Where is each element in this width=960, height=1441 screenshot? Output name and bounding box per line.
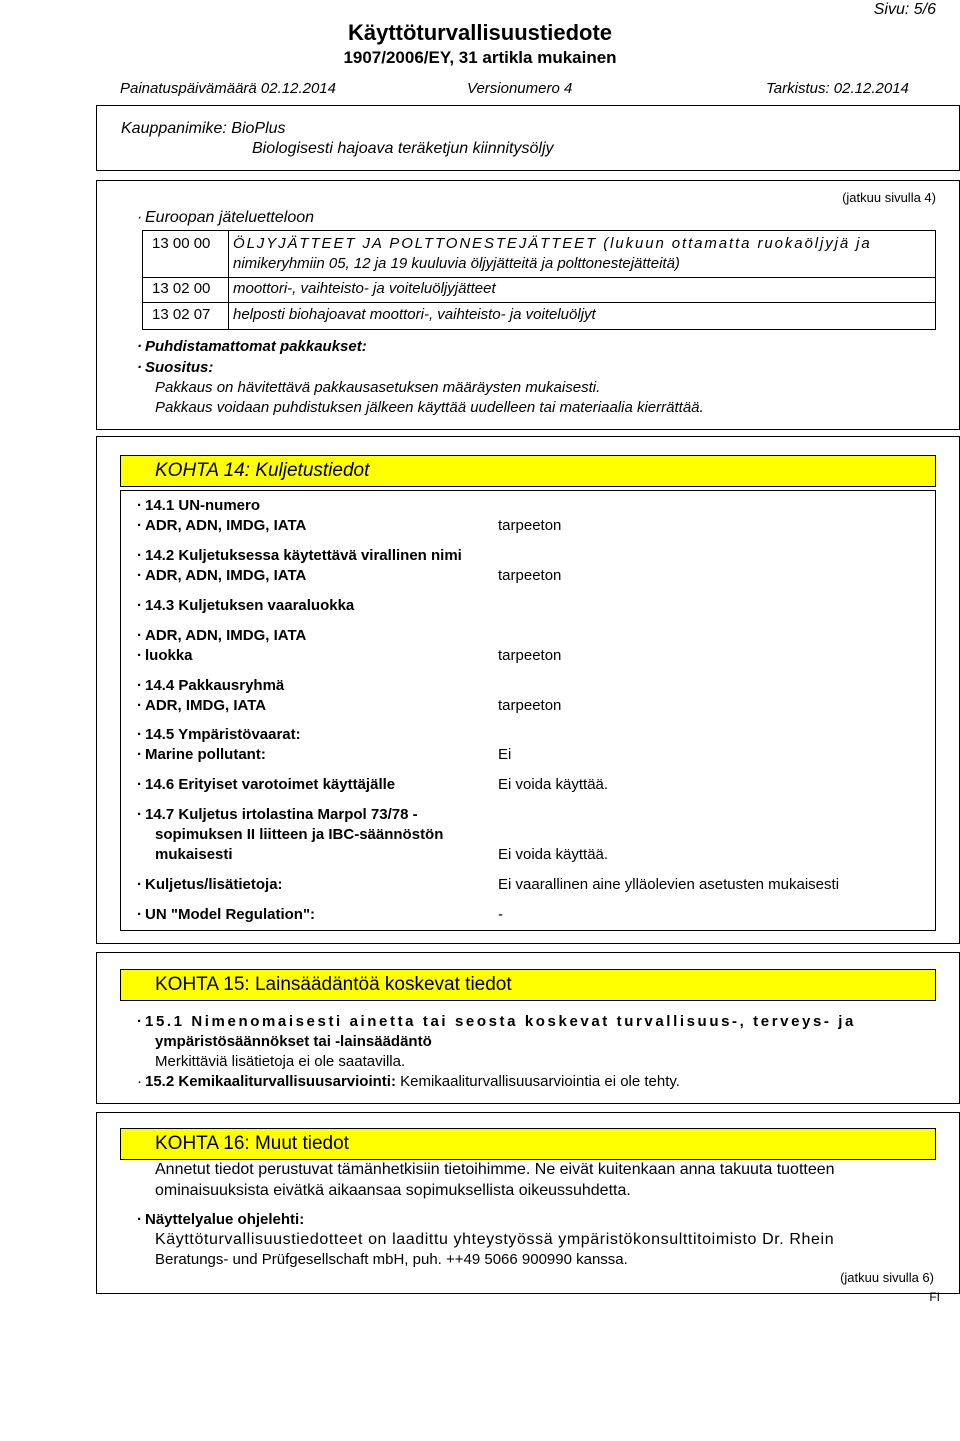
exhibit-text: Käyttöturvallisuustiedotteet on laadittu yhteystyössä ympäristökonsulttitoimisto Dr. Rhein [155, 1231, 835, 1248]
model-regulation-label: · UN "Model Regulation": [137, 906, 316, 923]
packing-group-label: · 14.4 Pakkausryhmä [137, 677, 285, 694]
model-regulation-value: - [498, 906, 503, 923]
section-14-title: KOHTA 14: Kuljetustiedot [155, 460, 370, 481]
document-title: Käyttöturvallisuustiedote [347, 20, 613, 45]
un-number-label: · 14.1 UN-numero [137, 497, 261, 514]
packing-group-regs: · ADR, IMDG, IATA [137, 697, 267, 714]
bulk-transport-label-line3: mukaisesti [155, 846, 233, 863]
waste-code: 13 00 00 [152, 235, 211, 252]
waste-code: 13 02 00 [152, 280, 211, 297]
shipping-name-regs: · ADR, ADN, IMDG, IATA [137, 567, 307, 584]
packaging-text: Pakkaus voidaan puhdistuksen jälkeen käyttää uudelleen tai materiaalia kierrättää. [155, 399, 704, 416]
environmental-hazards-label: · 14.5 Ympäristövaarat: [137, 726, 301, 743]
waste-desc: nimikeryhmiin 05, 12 ja 19 kuuluvia öljyjätteitä ja polttonestejätteitä) [233, 255, 680, 272]
specific-regulations-text: Merkittäviä lisätietoja ei ole saatavilla. [155, 1053, 406, 1070]
uncleaned-packaging-label: · Puhdistamattomat pakkaukset: [137, 338, 367, 355]
hazard-class-class: · luokka [137, 647, 193, 664]
trade-name-description: Biologisesti hajoava teräketjun kiinnitysöljy [252, 140, 554, 157]
bulk-transport-value: Ei voida käyttää. [498, 846, 609, 863]
bulk-transport-label-line2: sopimuksen II liitteen ja IBC-säännöstön [155, 826, 444, 843]
continued-to: (jatkuu sivulla 6) [840, 1270, 934, 1285]
section-16-title: KOHTA 16: Muut tiedot [155, 1133, 349, 1154]
hazard-class-label: · 14.3 Kuljetuksen vaaraluokka [137, 597, 355, 614]
exhibit-label: · Näyttelyalue ohjelehti: [137, 1211, 305, 1228]
waste-list-heading: · Euroopan jäteluetteloon [137, 209, 315, 226]
shipping-name-label: · 14.2 Kuljetuksessa käytettävä virallinen nimi [137, 547, 462, 564]
continued-from: (jatkuu sivulla 4) [842, 190, 936, 205]
bulk-transport-label: · 14.7 Kuljetus irtolastina Marpol 73/78 - [137, 806, 418, 823]
marine-pollutant-label: · Marine pollutant: [137, 746, 266, 763]
hazard-class-value: tarpeeton [498, 647, 562, 664]
specific-regulations-label-line2: ympäristösäännökset tai -lainsäädäntö [155, 1033, 432, 1050]
document-subtitle: 1907/2006/EY, 31 artikla mukainen [343, 48, 617, 67]
hazard-class-regs: · ADR, ADN, IMDG, IATA [137, 627, 307, 644]
shipping-name-value: tarpeeton [498, 567, 562, 584]
section-15-banner [120, 969, 936, 1001]
other-info-text: Annetut tiedot perustuvat tämänhetkisiin tietoihimme. Ne eivät kuitenkaan anna takuuta tuotteen [155, 1161, 835, 1178]
trade-name: Kauppanimike: BioPlus [121, 120, 286, 137]
un-number-regs: · ADR, ADN, IMDG, IATA [137, 517, 307, 534]
revision-date: Tarkistus: 02.12.2014 [766, 80, 909, 97]
un-number-value: tarpeeton [498, 517, 562, 534]
packaging-text: Pakkaus on hävitettävä pakkausasetuksen määräysten mukaisesti. [155, 379, 601, 396]
specific-regulations-label: ·15.1 Nimenomaisesti ainetta tai seosta koskevat turvallisuus-, terveys- ja [137, 1013, 856, 1030]
waste-desc: ÖLJYJÄTTEET JA POLTTONESTEJÄTTEET (lukuun ottamatta ruokaöljyjä ja [233, 235, 872, 252]
other-info-text: ominaisuuksista eivätkä aikaansaa sopimuksellista oikeussuhdetta. [155, 1182, 631, 1199]
section-14-banner [120, 455, 936, 487]
waste-desc: helposti biohajoavat moottori-, vaihteisto- ja voiteluöljyt [233, 306, 596, 323]
exhibit-text: Beratungs- und Prüfgesellschaft mbH, puh. ++49 5066 900990 kanssa. [155, 1251, 628, 1268]
table-divider [228, 230, 229, 329]
transport-additional-value: Ei vaarallinen aine ylläolevien asetusten mukaisesti [498, 876, 840, 893]
language-code: FI [929, 1290, 940, 1304]
section-15-title: KOHTA 15: Lainsäädäntöä koskevat tiedot [155, 974, 512, 995]
print-date: Painatuspäivämäärä 02.12.2014 [120, 80, 336, 97]
special-precautions-value: Ei voida käyttää. [498, 776, 609, 793]
transport-additional-label: · Kuljetus/lisätietoja: [137, 876, 283, 893]
trade-name-box [96, 105, 960, 171]
waste-desc: moottori-, vaihteisto- ja voiteluöljyjätteet [233, 280, 496, 297]
marine-pollutant-value: Ei [498, 746, 512, 763]
section-16-banner [120, 1128, 936, 1160]
version-number: Versionumero 4 [467, 80, 573, 97]
table-divider [142, 277, 935, 278]
recommendation-label: · Suositus: [137, 359, 214, 376]
chemical-safety-assessment: · 15.2 Kemikaaliturvallisuusarviointi: Kemikaaliturvallisuusarviointia ei ole tehty. [137, 1073, 680, 1090]
waste-code: 13 02 07 [152, 306, 211, 323]
table-divider [142, 302, 935, 303]
packing-group-value: tarpeeton [498, 697, 562, 714]
special-precautions-label: · 14.6 Erityiset varotoimet käyttäjälle [137, 776, 396, 793]
page-number: Sivu: 5/6 [873, 1, 936, 18]
